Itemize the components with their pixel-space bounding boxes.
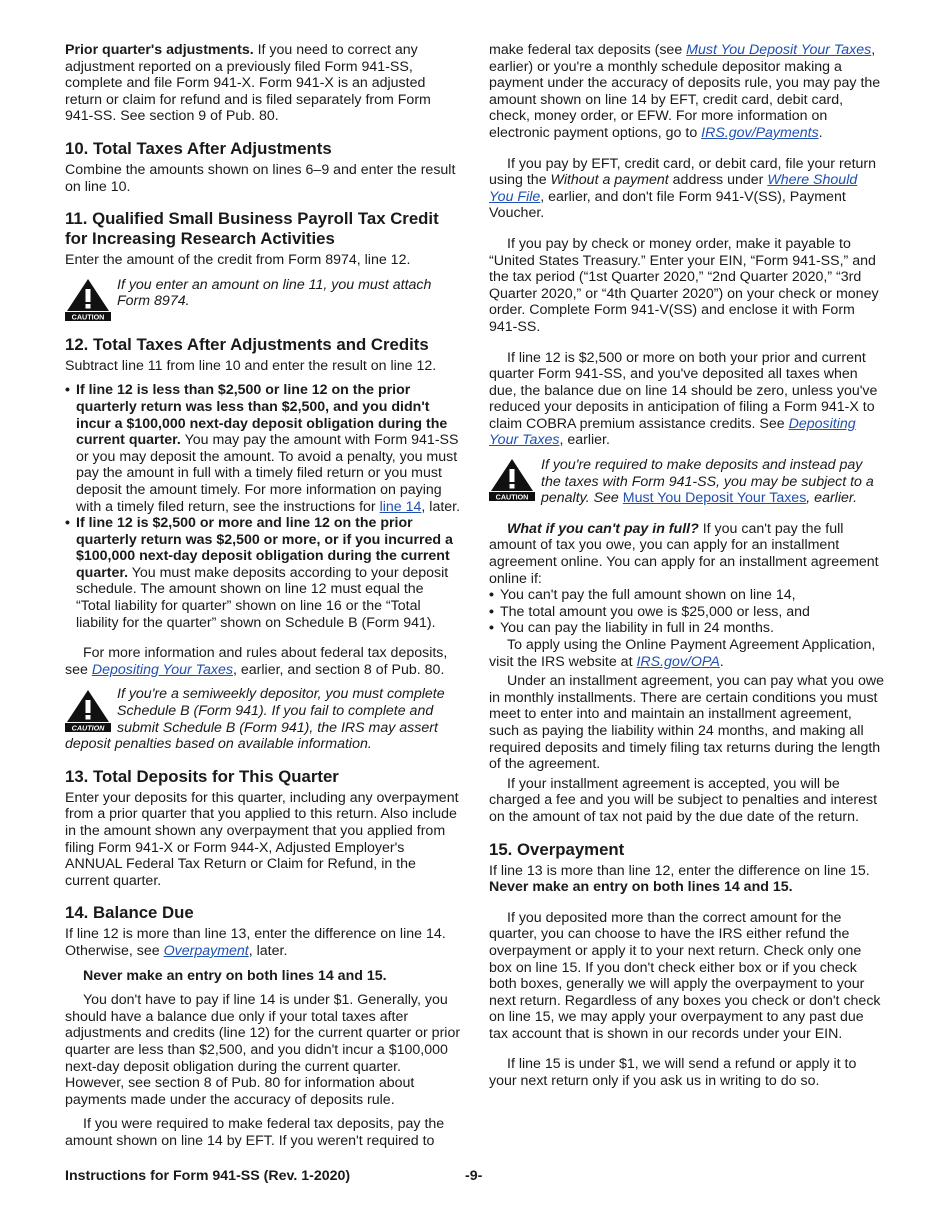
caution-note-semiweekly [65, 686, 462, 752]
caution-icon [65, 688, 111, 732]
heading-line-14: 14. Balance Due [65, 903, 194, 923]
line-15-text: If line 13 is more than line 12, enter the difference on line 15. [489, 862, 870, 879]
list-item: • The total amount you owe is $25,000 or less, and [489, 603, 810, 620]
installment-conditions-list [489, 587, 885, 637]
line-11-text: Enter the amount of the credit from Form 8974, line 12. [65, 252, 411, 269]
link-must-you-deposit[interactable]: Must You Deposit Your Taxes [686, 42, 872, 58]
payment-options-paragraph: make federal tax deposits (see Must You Deposit Your Taxes, earlier) or you're a monthly schedule depositor making a payment under the accuracy of deposits rule, you may pay the amount shown on line 14 by EFT, credit card, debit card, check, money order, or EFW. For more information on electronic payment options, go to IRS.gov/Payments. [489, 42, 881, 141]
caution-note-deposits [489, 457, 885, 507]
link-depositing-your-taxes[interactable]: Depositing Your Taxes [91, 661, 234, 678]
heading-line-12: 12. Total Taxes After Adjustments and Credits [65, 334, 429, 354]
link-irs-payments[interactable]: IRS.gov/Payments [701, 124, 819, 141]
link-line-14[interactable]: line 14 [379, 498, 422, 515]
installment-accepted-paragraph: If your installment agreement is accepted, you will be charged a fee and you will be subject to penalties and interest on the amount of tax not paid by the due date of the return. [489, 775, 878, 825]
opa-paragraph: To apply using the Online Payment Agreement Application, visit the IRS website at IRS.gov/OPA. [489, 637, 876, 670]
link-overpayment[interactable]: Overpayment [163, 942, 249, 959]
caution-icon [65, 277, 111, 321]
svg-text:CAUTION: CAUTION [71, 723, 105, 733]
caution-text: If you enter an amount on line 11, you must attach Form 8974. [117, 276, 432, 310]
right-column [489, 42, 885, 1090]
caution-text: If you're a semiweekly depositor, you must complete Schedule B (Form 941). If you fail to complete and submit Schedule B (Form 941), the IRS may assert deposit penalties based on available information. [65, 686, 445, 753]
never-entry-note: Never make an entry on both lines 14 and 15. [489, 879, 793, 896]
installment-paragraph: Under an installment agreement, you can pay what you owe in monthly installments. There are certain conditions you must meet to enter into and maintain an installment agreement, such as paying the liability within 24 months, and making all required deposits and timely filing tax returns during the length of the agreement. [489, 673, 884, 773]
left-column [65, 42, 462, 1150]
heading-line-13: 13. Total Deposits for This Quarter [65, 766, 339, 786]
caution-text: If you're required to make deposits and instead pay the taxes with Form 941-SS, you may be subject to a penalty. See Must You Deposit Your Taxes, earlier. [541, 457, 874, 507]
bullet: • [65, 382, 70, 399]
link-depositing-your-taxes[interactable]: Depositing Your Taxes [489, 415, 856, 449]
footer-title: Instructions for Form 941-SS (Rev. 1-2020) [65, 1168, 351, 1184]
link-irs-opa[interactable]: IRS.gov/OPA [636, 653, 720, 670]
caution-note-line-11 [65, 277, 462, 321]
bullet: • [65, 515, 70, 532]
heading-line-15: 15. Overpayment [489, 839, 625, 859]
list-item: • You can't pay the full amount shown on line 14, [489, 587, 796, 604]
link-where-should-you-file[interactable]: Where Should You File [489, 172, 858, 205]
overpayment-paragraph: If you deposited more than the correct amount for the quarter, you can choose to have the IRS either refund the overpayment or apply it to your next return. Check only one box on line 15. If you don't check either box or if you check both boxes, generally we will apply the overpayment to your next return. Regardless of any boxes you check or don't check on line 15, we may apply your overpayment to any past due tax account that is shown in our records under your EIN. [489, 909, 881, 1042]
svg-text:CAUTION: CAUTION [495, 492, 529, 502]
line-10-text: Combine the amounts shown on lines 6–9 and enter the result on line 10. [65, 161, 456, 195]
heading-line-11: 11. Qualified Small Business Payroll Tax Credit for Increasing Research Activities [65, 209, 439, 249]
list-item: • If line 12 is $2,500 or more and line 12 on the prior quarterly return was $2,500 or more, or if you incurred a $100,000 next-day deposit obligation during the current quarter. You must make deposits according to your deposit schedule. The amount shown on line 12 must equal the “Total liability for quarter” shown on line 16 or the “Total liability for the quarter” shown on Schedule B (Form 941). [65, 515, 453, 631]
line-13-text: Enter your deposits for this quarter, including any overpayment from a prior quarter that you applied to this return. Also include in the amount shown any overpayment that you applied from filing Form 941-X or Form 944-X, Adjusted Employer's ANNUAL Federal Tax Return or Claim for Refund, in the current quarter. [65, 789, 459, 889]
refund-paragraph: If line 15 is under $1, we will send a refund or apply it to your next return only if you ask us in writing to do so. [489, 1056, 857, 1090]
never-entry-note: Never make an entry on both lines 14 and 15. [83, 967, 387, 984]
balance-due-paragraph: You don't have to pay if line 14 is under $1. Generally, you should have a balance due only if your total taxes after adjustments and credits (line 12) for the current quarter or prior quarter are less than $2,500, and you didn't incur a $100,000 next-day deposit obligation during the current quarter. However, see section 8 of Pub. 80 for information about payments made under the accuracy of deposits rule. [65, 992, 461, 1108]
eft-file-paragraph: If you pay by EFT, credit card, or debit card, file your return using the Without a payment address under Where Should You File, earlier, and don't file Form 941-V(SS), Payment Voucher. [489, 155, 877, 222]
link-must-you-deposit[interactable]: Must You Deposit Your Taxes [622, 490, 807, 507]
cant-pay-paragraph: What if you can't pay in full? If you can't pay the full amount of tax you owe, you can apply for an installment agreement online. You can apply for an installment agreement online if: [489, 520, 879, 587]
prior-quarter-paragraph: Prior quarter's adjustments. If you need to correct any adjustment reported on a previously filed Form 941-SS, complete and file Form 941-X. Form 941-X is an adjusted return or claim for refund and is filed separately from Form 941-SS. See section 9 of Pub. 80. [65, 42, 431, 125]
eft-paragraph: If you were required to make federal tax deposits, pay the amount shown on line 14 by EFT. If you weren't required to [65, 1116, 445, 1149]
heading-line-10: 10. Total Taxes After Adjustments [65, 138, 332, 158]
page-footer [65, 1168, 885, 1184]
line-14-text: If line 12 is more than line 13, enter the difference on line 14. Otherwise, see Overpayment, later. [65, 926, 446, 959]
page-number: -9- [465, 1168, 483, 1184]
list-item: • You can pay the liability in full in 24 months. [489, 620, 774, 637]
prior-quarter-heading: Prior quarter's adjustments. [65, 42, 254, 58]
check-payment-paragraph: If you pay by check or money order, make it payable to “United States Treasury.” Enter your EIN, “Form 941-SS,” and the tax period (“1st Quarter 2020,” “2nd Quarter 2020,” “3rd Quarter 2020,” or “4th Quarter 2020”) on your check or money order. Complete Form 941-V(SS) and enclose it with Form 941-SS. [489, 235, 879, 335]
list-item: • If line 12 is less than $2,500 or line 12 on the prior quarterly return was less than $2,500, and you didn't incur a $100,000 next-day deposit obligation during the current quarter. You may pay the amount with Form 941-SS or you may deposit the amount. To avoid a penalty, you must pay the amount in full with a timely filed return or you must deposit the amount timely. For more information on paying with a timely filed return, see the instructions for line 14, later. [65, 382, 461, 515]
svg-text:CAUTION: CAUTION [71, 312, 105, 321]
caution-icon [489, 457, 535, 501]
balance-zero-paragraph: If line 12 is $2,500 or more on both your prior and current quarter Form 941-SS, and you've deposited all taxes when due, the balance due on line 14 should be zero, unless you've reduced your deposits in anticipation of filing a Form 941-X to claim COBRA premium assistance credits. See Depositing Your Taxes, earlier. [489, 349, 878, 449]
more-info-paragraph: For more information and rules about federal tax deposits, see Depositing Your Taxes, earlier, and section 8 of Pub. 80. [65, 645, 448, 678]
line-12-text: Subtract line 11 from line 10 and enter the result on line 12. [65, 357, 437, 374]
